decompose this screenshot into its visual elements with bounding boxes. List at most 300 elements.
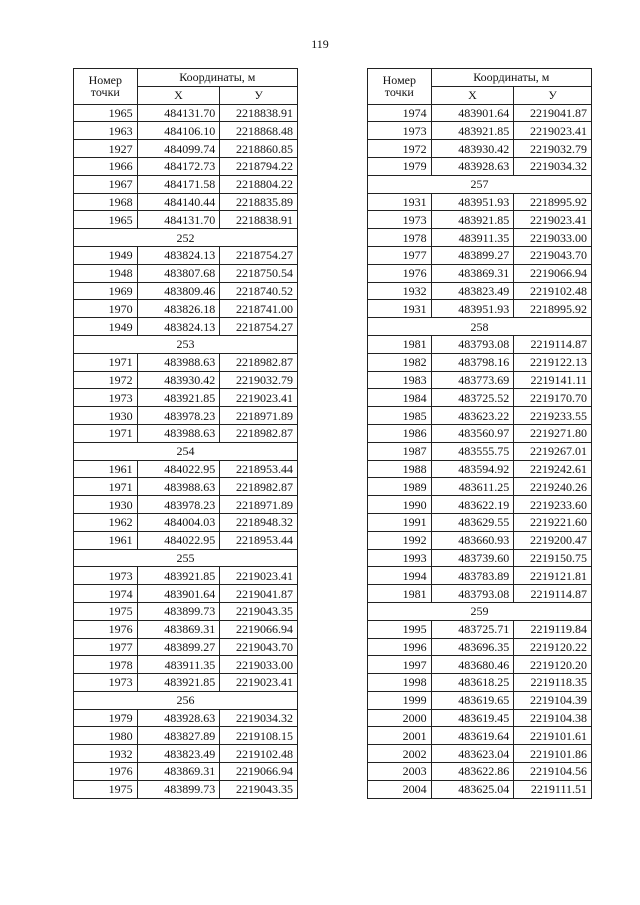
group-header-row	[74, 442, 298, 460]
point-number-cell: 1931	[368, 193, 432, 211]
x-coordinate-cell: 483739.60	[431, 549, 514, 567]
y-coordinate-cell: 2219141.11	[514, 371, 592, 389]
table-row	[74, 389, 298, 407]
table-row	[368, 709, 592, 727]
y-coordinate-cell: 2219271.80	[514, 424, 592, 442]
table-row	[74, 727, 298, 745]
x-coordinate-cell: 483988.63	[137, 353, 220, 371]
x-coordinate-cell: 483928.63	[137, 709, 220, 727]
x-coordinate-cell: 483618.25	[431, 674, 514, 692]
x-coordinate-cell: 483823.49	[431, 282, 514, 300]
group-number: 259	[368, 602, 592, 620]
group-header-row	[74, 691, 298, 709]
y-coordinate-cell: 2219150.75	[514, 549, 592, 567]
point-number-cell: 1965	[74, 211, 138, 229]
y-coordinate-cell: 2219242.61	[514, 460, 592, 478]
x-coordinate-cell: 483555.75	[431, 442, 514, 460]
x-coordinate-cell: 483901.64	[431, 104, 514, 122]
y-coordinate-cell: 2219114.87	[514, 335, 592, 353]
point-number-cell: 1971	[74, 424, 138, 442]
x-coordinate-cell: 483899.73	[137, 780, 220, 798]
y-coordinate-cell: 2218750.54	[220, 264, 298, 282]
table-row	[368, 585, 592, 603]
point-number-cell: 1993	[368, 549, 432, 567]
y-coordinate-cell: 2218860.85	[220, 140, 298, 158]
table-row	[368, 335, 592, 353]
table-row	[74, 353, 298, 371]
y-coordinate-cell: 2219041.87	[220, 585, 298, 603]
y-coordinate-cell: 2219034.32	[514, 157, 592, 175]
point-number-cell: 1973	[74, 567, 138, 585]
table-row	[74, 157, 298, 175]
x-coordinate-cell: 483773.69	[431, 371, 514, 389]
table-row	[74, 585, 298, 603]
x-coordinate-cell: 483978.23	[137, 407, 220, 425]
table-row	[74, 407, 298, 425]
x-coordinate-cell: 483911.35	[137, 656, 220, 674]
table-row	[74, 175, 298, 193]
point-number-cell: 1981	[368, 335, 432, 353]
x-coordinate-cell: 483629.55	[431, 513, 514, 531]
x-coordinate-cell: 483660.93	[431, 531, 514, 549]
y-coordinate-cell: 2218838.91	[220, 104, 298, 122]
x-coordinate-cell: 483619.65	[431, 691, 514, 709]
point-number-cell: 1981	[368, 585, 432, 603]
x-coordinate-cell: 483899.73	[137, 602, 220, 620]
point-number-cell: 1949	[74, 246, 138, 264]
table-row	[368, 140, 592, 158]
table-row	[368, 407, 592, 425]
point-number-cell: 2004	[368, 780, 432, 798]
table-row	[74, 638, 298, 656]
y-coordinate-cell: 2219267.01	[514, 442, 592, 460]
coordinates-header: Координаты, м	[431, 69, 591, 87]
coordinates-table-left	[73, 68, 298, 799]
point-number-cell: 1983	[368, 371, 432, 389]
group-number: 255	[74, 549, 298, 567]
table-row	[368, 122, 592, 140]
point-number-cell: 1979	[368, 157, 432, 175]
group-header-row	[368, 318, 592, 336]
x-header: X	[431, 86, 514, 104]
point-number-cell: 1965	[74, 104, 138, 122]
group-number: 254	[74, 442, 298, 460]
x-coordinate-cell: 483921.85	[431, 122, 514, 140]
y-coordinate-cell: 2218741.00	[220, 300, 298, 318]
point-number-cell: 1930	[74, 496, 138, 514]
table-row	[74, 567, 298, 585]
x-coordinate-cell: 483680.46	[431, 656, 514, 674]
point-number-cell: 1977	[368, 246, 432, 264]
point-number-cell: 1961	[74, 531, 138, 549]
y-header: У	[514, 86, 592, 104]
group-number: 253	[74, 335, 298, 353]
x-coordinate-cell: 483930.42	[137, 371, 220, 389]
table-row	[74, 602, 298, 620]
table-row	[368, 656, 592, 674]
x-coordinate-cell: 483911.35	[431, 229, 514, 247]
y-coordinate-cell: 2219111.51	[514, 780, 592, 798]
point-number-cell: 1967	[74, 175, 138, 193]
point-number-cell: 1962	[74, 513, 138, 531]
group-number: 258	[368, 318, 592, 336]
point-number-cell: 1975	[74, 780, 138, 798]
point-number-cell: 1997	[368, 656, 432, 674]
point-number-cell: 1971	[74, 478, 138, 496]
y-coordinate-cell: 2219221.60	[514, 513, 592, 531]
table-row	[368, 638, 592, 656]
y-coordinate-cell: 2218982.87	[220, 353, 298, 371]
x-coordinate-cell: 483951.93	[431, 300, 514, 318]
table-row	[74, 140, 298, 158]
table-row	[368, 424, 592, 442]
point-number-cell: 2001	[368, 727, 432, 745]
x-coordinate-cell: 483951.93	[431, 193, 514, 211]
point-number-cell: 1974	[368, 104, 432, 122]
table-row	[368, 353, 592, 371]
x-coordinate-cell: 483696.35	[431, 638, 514, 656]
table-row	[74, 318, 298, 336]
y-coordinate-cell: 2219200.47	[514, 531, 592, 549]
y-coordinate-cell: 2219066.94	[220, 763, 298, 781]
x-coordinate-cell: 483921.85	[431, 211, 514, 229]
x-coordinate-cell: 483899.27	[431, 246, 514, 264]
y-coordinate-cell: 2218838.91	[220, 211, 298, 229]
x-coordinate-cell: 483823.49	[137, 745, 220, 763]
table-row	[74, 763, 298, 781]
y-coordinate-cell: 2219102.48	[220, 745, 298, 763]
x-coordinate-cell: 483824.13	[137, 318, 220, 336]
point-number-cell: 1932	[368, 282, 432, 300]
x-coordinate-cell: 483921.85	[137, 567, 220, 585]
y-coordinate-cell: 2218794.22	[220, 157, 298, 175]
table-row	[74, 656, 298, 674]
point-number-cell: 1984	[368, 389, 432, 407]
x-coordinate-cell: 483826.18	[137, 300, 220, 318]
table-row	[74, 709, 298, 727]
x-coordinate-cell: 483928.63	[431, 157, 514, 175]
point-number-cell: 1992	[368, 531, 432, 549]
table-row	[368, 745, 592, 763]
y-coordinate-cell: 2219033.00	[514, 229, 592, 247]
point-number-cell: 1978	[368, 229, 432, 247]
point-number-cell: 1949	[74, 318, 138, 336]
table-row	[368, 229, 592, 247]
point-number-cell: 1976	[74, 620, 138, 638]
x-coordinate-cell: 483560.97	[431, 424, 514, 442]
table-row	[74, 780, 298, 798]
table-row	[368, 193, 592, 211]
point-number-cell: 1972	[368, 140, 432, 158]
group-header-row	[368, 175, 592, 193]
y-coordinate-cell: 2219033.00	[220, 656, 298, 674]
table-row	[368, 389, 592, 407]
y-coordinate-cell: 2218971.89	[220, 407, 298, 425]
point-number-cell: 1988	[368, 460, 432, 478]
x-coordinate-cell: 483921.85	[137, 389, 220, 407]
table-row	[368, 371, 592, 389]
y-coordinate-cell: 2219108.15	[220, 727, 298, 745]
x-coordinate-cell: 484022.95	[137, 531, 220, 549]
table-row	[368, 157, 592, 175]
point-number-cell: 1963	[74, 122, 138, 140]
table-row	[368, 104, 592, 122]
x-coordinate-cell: 483622.19	[431, 496, 514, 514]
y-coordinate-cell: 2219041.87	[514, 104, 592, 122]
y-coordinate-cell: 2219043.70	[514, 246, 592, 264]
y-coordinate-cell: 2219032.79	[220, 371, 298, 389]
point-number-cell: 1976	[368, 264, 432, 282]
x-coordinate-cell: 483869.31	[137, 763, 220, 781]
y-coordinate-cell: 2219043.70	[220, 638, 298, 656]
y-coordinate-cell: 2219122.13	[514, 353, 592, 371]
point-number-cell: 1927	[74, 140, 138, 158]
table-row	[74, 424, 298, 442]
table-row	[368, 300, 592, 318]
y-coordinate-cell: 2219104.56	[514, 763, 592, 781]
table-row	[74, 496, 298, 514]
table-row	[74, 122, 298, 140]
y-coordinate-cell: 2218948.32	[220, 513, 298, 531]
point-number-cell: 1970	[74, 300, 138, 318]
y-coordinate-cell: 2218835.89	[220, 193, 298, 211]
table-row	[74, 460, 298, 478]
group-header-row	[368, 602, 592, 620]
x-coordinate-cell: 483930.42	[431, 140, 514, 158]
x-coordinate-cell: 483611.25	[431, 478, 514, 496]
point-number-cell: 1982	[368, 353, 432, 371]
point-number-cell: 1991	[368, 513, 432, 531]
y-coordinate-cell: 2219023.41	[514, 211, 592, 229]
point-number-cell: 2000	[368, 709, 432, 727]
group-header-row	[74, 335, 298, 353]
x-coordinate-cell: 483807.68	[137, 264, 220, 282]
table-row	[368, 763, 592, 781]
group-number: 256	[74, 691, 298, 709]
table-row	[368, 567, 592, 585]
y-coordinate-cell: 2219120.20	[514, 656, 592, 674]
table-row	[74, 193, 298, 211]
y-coordinate-cell: 2219066.94	[220, 620, 298, 638]
point-number-cell: 1973	[74, 674, 138, 692]
point-number-cell: 1966	[74, 157, 138, 175]
table-row	[368, 264, 592, 282]
x-coordinate-cell: 483793.08	[431, 585, 514, 603]
coordinates-table-right	[367, 68, 592, 799]
point-number-cell: 1979	[74, 709, 138, 727]
table-row	[368, 211, 592, 229]
y-coordinate-cell: 2219104.38	[514, 709, 592, 727]
y-coordinate-cell: 2218995.92	[514, 300, 592, 318]
x-coordinate-cell: 483824.13	[137, 246, 220, 264]
y-coordinate-cell: 2218868.48	[220, 122, 298, 140]
table-row	[368, 531, 592, 549]
x-coordinate-cell: 484171.58	[137, 175, 220, 193]
y-coordinate-cell: 2219032.79	[514, 140, 592, 158]
table-row	[368, 780, 592, 798]
table-row	[368, 246, 592, 264]
x-coordinate-cell: 483619.45	[431, 709, 514, 727]
point-number-cell: 1990	[368, 496, 432, 514]
x-coordinate-cell: 484004.03	[137, 513, 220, 531]
y-coordinate-cell: 2219023.41	[220, 674, 298, 692]
table-row	[368, 442, 592, 460]
point-number-cell: 1989	[368, 478, 432, 496]
table-row	[74, 745, 298, 763]
x-coordinate-cell: 483725.52	[431, 389, 514, 407]
y-coordinate-cell: 2219101.61	[514, 727, 592, 745]
point-number-cell: 1976	[74, 763, 138, 781]
y-coordinate-cell: 2218754.27	[220, 318, 298, 336]
x-coordinate-cell: 484131.70	[137, 211, 220, 229]
x-coordinate-cell: 483623.22	[431, 407, 514, 425]
point-number-cell: 1969	[74, 282, 138, 300]
y-coordinate-cell: 2219034.32	[220, 709, 298, 727]
group-number: 257	[368, 175, 592, 193]
point-number-cell: 1986	[368, 424, 432, 442]
y-coordinate-cell: 2218804.22	[220, 175, 298, 193]
point-number-cell: 2002	[368, 745, 432, 763]
x-coordinate-cell: 483594.92	[431, 460, 514, 478]
point-number-cell: 1996	[368, 638, 432, 656]
point-number-header: Номер точки	[74, 69, 138, 105]
x-header: X	[137, 86, 220, 104]
point-number-cell: 1948	[74, 264, 138, 282]
table-row	[74, 246, 298, 264]
table-row	[368, 460, 592, 478]
point-number-header: Номер точки	[368, 69, 432, 105]
table-row	[74, 371, 298, 389]
table-row	[74, 300, 298, 318]
x-coordinate-cell: 483869.31	[431, 264, 514, 282]
table-row	[74, 531, 298, 549]
point-number-cell: 2003	[368, 763, 432, 781]
x-coordinate-cell: 483827.89	[137, 727, 220, 745]
x-coordinate-cell: 483988.63	[137, 424, 220, 442]
y-coordinate-cell: 2219023.41	[220, 567, 298, 585]
point-number-cell: 1930	[74, 407, 138, 425]
table-row	[74, 264, 298, 282]
y-coordinate-cell: 2218953.44	[220, 460, 298, 478]
table-row	[368, 513, 592, 531]
y-coordinate-cell: 2219114.87	[514, 585, 592, 603]
x-coordinate-cell: 483921.85	[137, 674, 220, 692]
point-number-cell: 1932	[74, 745, 138, 763]
y-coordinate-cell: 2219240.26	[514, 478, 592, 496]
y-coordinate-cell: 2218754.27	[220, 246, 298, 264]
table-row	[74, 478, 298, 496]
y-coordinate-cell: 2219118.35	[514, 674, 592, 692]
group-header-row	[74, 549, 298, 567]
y-coordinate-cell: 2219120.22	[514, 638, 592, 656]
point-number-cell: 1995	[368, 620, 432, 638]
point-number-cell: 1975	[74, 602, 138, 620]
table-row	[74, 513, 298, 531]
table-row	[368, 620, 592, 638]
table-row	[368, 282, 592, 300]
y-coordinate-cell: 2219104.39	[514, 691, 592, 709]
table-row	[74, 104, 298, 122]
x-coordinate-cell: 483899.27	[137, 638, 220, 656]
y-coordinate-cell: 2219102.48	[514, 282, 592, 300]
x-coordinate-cell: 483988.63	[137, 478, 220, 496]
y-coordinate-cell: 2219101.86	[514, 745, 592, 763]
point-number-cell: 1972	[74, 371, 138, 389]
x-coordinate-cell: 484172.73	[137, 157, 220, 175]
y-coordinate-cell: 2219023.41	[514, 122, 592, 140]
point-number-cell: 1968	[74, 193, 138, 211]
x-coordinate-cell: 483901.64	[137, 585, 220, 603]
x-coordinate-cell: 483625.04	[431, 780, 514, 798]
group-number: 252	[74, 229, 298, 247]
point-number-cell: 1973	[368, 122, 432, 140]
point-number-cell: 1987	[368, 442, 432, 460]
table-row	[74, 282, 298, 300]
table-row	[74, 211, 298, 229]
y-coordinate-cell: 2218740.52	[220, 282, 298, 300]
y-coordinate-cell: 2218971.89	[220, 496, 298, 514]
x-coordinate-cell: 483725.71	[431, 620, 514, 638]
table-row	[74, 674, 298, 692]
point-number-cell: 1999	[368, 691, 432, 709]
point-number-cell: 1974	[74, 585, 138, 603]
x-coordinate-cell: 484140.44	[137, 193, 220, 211]
y-coordinate-cell: 2219066.94	[514, 264, 592, 282]
x-coordinate-cell: 483809.46	[137, 282, 220, 300]
y-coordinate-cell: 2219043.35	[220, 780, 298, 798]
x-coordinate-cell: 484022.95	[137, 460, 220, 478]
x-coordinate-cell: 483798.16	[431, 353, 514, 371]
table-row	[74, 620, 298, 638]
point-number-cell: 1977	[74, 638, 138, 656]
x-coordinate-cell: 483793.08	[431, 335, 514, 353]
point-number-cell: 1971	[74, 353, 138, 371]
coordinates-header: Координаты, м	[137, 69, 297, 87]
point-number-cell: 1985	[368, 407, 432, 425]
y-coordinate-cell: 2218982.87	[220, 478, 298, 496]
x-coordinate-cell: 484131.70	[137, 104, 220, 122]
y-coordinate-cell: 2219233.60	[514, 496, 592, 514]
x-coordinate-cell: 484106.10	[137, 122, 220, 140]
group-header-row	[74, 229, 298, 247]
y-coordinate-cell: 2219023.41	[220, 389, 298, 407]
x-coordinate-cell: 484099.74	[137, 140, 220, 158]
point-number-cell: 1978	[74, 656, 138, 674]
point-number-cell: 1998	[368, 674, 432, 692]
x-coordinate-cell: 483619.64	[431, 727, 514, 745]
point-number-cell: 1994	[368, 567, 432, 585]
x-coordinate-cell: 483978.23	[137, 496, 220, 514]
y-coordinate-cell: 2218982.87	[220, 424, 298, 442]
point-number-cell: 1931	[368, 300, 432, 318]
x-coordinate-cell: 483622.86	[431, 763, 514, 781]
point-number-cell: 1980	[74, 727, 138, 745]
table-row	[368, 496, 592, 514]
y-coordinate-cell: 2219170.70	[514, 389, 592, 407]
table-row	[368, 549, 592, 567]
x-coordinate-cell: 483623.04	[431, 745, 514, 763]
y-coordinate-cell: 2218953.44	[220, 531, 298, 549]
y-coordinate-cell: 2219233.55	[514, 407, 592, 425]
point-number-cell: 1961	[74, 460, 138, 478]
y-coordinate-cell: 2219121.81	[514, 567, 592, 585]
y-coordinate-cell: 2218995.92	[514, 193, 592, 211]
y-coordinate-cell: 2219043.35	[220, 602, 298, 620]
point-number-cell: 1973	[368, 211, 432, 229]
y-coordinate-cell: 2219119.84	[514, 620, 592, 638]
x-coordinate-cell: 483869.31	[137, 620, 220, 638]
table-row	[368, 478, 592, 496]
